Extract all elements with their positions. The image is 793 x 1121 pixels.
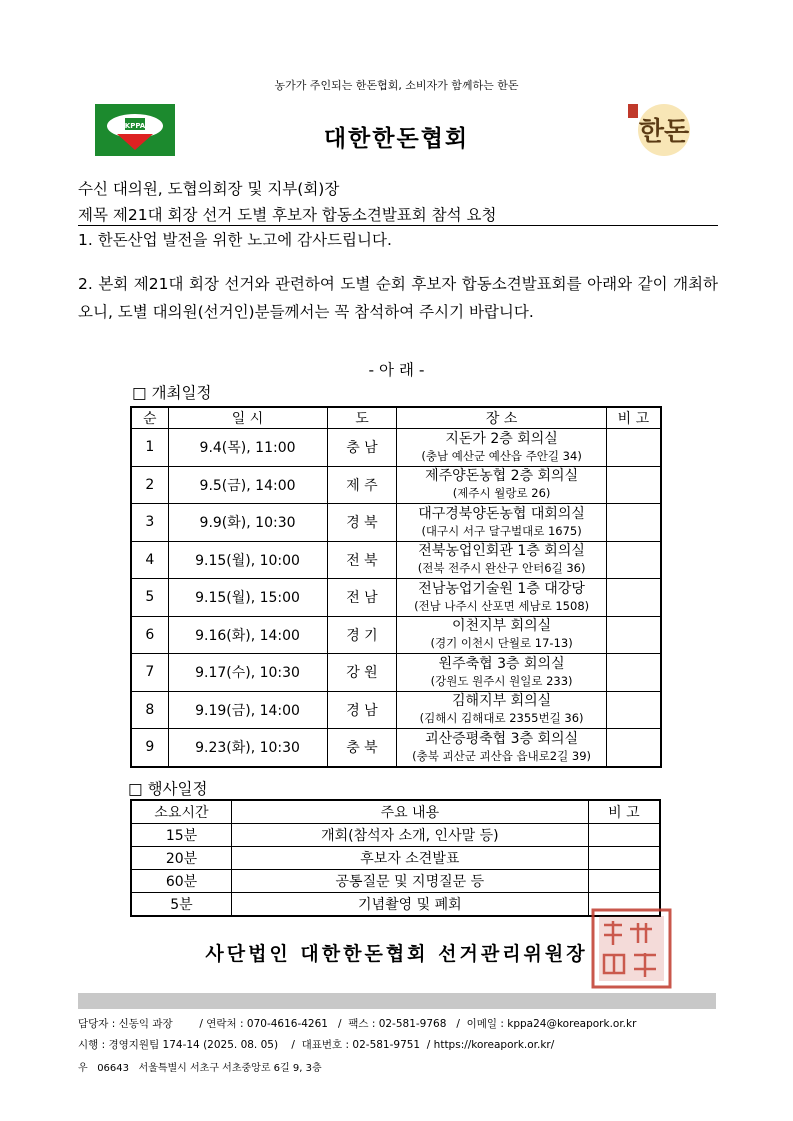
footer-contact: 담당자 : 신동익 과장 / 연락처 : 070-4616-4261 / 팩스 : 02-581-9768 / 이메일 : kppa24@koreapork.or.kr [78,1018,637,1030]
row-province: 제 주 [327,466,397,504]
row-address: (강원도 원주시 원일로 233) [430,673,573,688]
row-duration: 5분 [131,893,231,917]
row-venue-cell [397,579,606,617]
program-row [131,824,660,847]
row-venue-cell [397,691,606,729]
row-address: (김해시 김해대로 2355번길 36) [419,711,584,726]
footer-bar [78,993,716,1009]
row-datetime: 9.5(금), 14:00 [168,466,327,504]
schedule-row [131,466,661,504]
row-province: 경 북 [327,504,397,542]
row-datetime: 9.15(월), 10:00 [168,541,327,579]
col-header-duration: 소요시간 [131,800,231,824]
kppa-logo-text: KPPA [124,122,146,130]
row-province: 충 북 [327,729,397,767]
row-venue: 전남농업기술원 1층 대강당 [418,580,585,597]
row-venue-cell [397,729,606,767]
row-program-note [588,824,660,847]
row-note [606,579,661,617]
row-province: 경 기 [327,616,397,654]
row-duration: 20분 [131,847,231,870]
program-row [131,870,660,893]
col-header-datetime: 일 시 [168,407,327,429]
paragraph-1: 1. 한돈산업 발전을 위한 노고에 감사드립니다. [78,231,392,249]
row-program-note [588,870,660,893]
row-no: 6 [131,616,168,654]
schedule-row [131,504,661,542]
row-venue-cell [397,654,606,692]
row-note [606,541,661,579]
row-no: 8 [131,691,168,729]
row-note [606,691,661,729]
row-content: 개회(참석자 소개, 인사말 등) [231,824,588,847]
org-title: 대한한돈협회 [323,126,470,152]
col-header-province: 도 [327,407,397,429]
row-no: 4 [131,541,168,579]
schedule-row [131,691,661,729]
handon-logo [626,100,696,160]
row-duration: 15분 [131,824,231,847]
below-marker: - 아 래 - [368,361,425,379]
col-header-note: 비 고 [606,407,661,429]
row-content: 공통질문 및 지명질문 등 [231,870,588,893]
row-datetime: 9.9(화), 10:30 [168,504,327,542]
row-province: 전 북 [327,541,397,579]
schedule-section-title: □ 개최일정 [132,384,212,402]
row-duration: 60분 [131,870,231,893]
signature: 사단법인 대한한돈협회 선거관리위원장 [205,943,588,965]
footer-address: 우 06643 서울특별시 서초구 서초중앙로 6길 9, 3층 [78,1063,322,1074]
row-datetime: 9.19(금), 14:00 [168,691,327,729]
row-province: 충 남 [327,429,397,467]
schedule-row [131,654,661,692]
row-note [606,504,661,542]
program-table [130,799,661,917]
row-address: (충남 예산군 예산읍 주안길 34) [421,448,582,463]
row-venue: 제주양돈농협 2층 회의실 [425,468,579,485]
row-note [606,616,661,654]
row-program-note [588,847,660,870]
row-note [606,729,661,767]
row-content: 후보자 소견발표 [231,847,588,870]
row-venue-cell [397,466,606,504]
row-venue: 괴산증평축협 3층 회의실 [425,730,579,747]
program-row [131,893,660,917]
paragraph-2: 2. 본회 제21대 회장 선거와 관련하여 도별 순회 후보자 합동소견발표회를 아래와 같이 개최하오니, 도별 대의원(선거인)분들께서는 꼭 참석하여 주시기 바랍니다. [78,275,718,321]
row-note [606,466,661,504]
row-venue: 전북농업인회관 1층 회의실 [418,543,585,560]
row-address: (경기 이천시 단월로 17-13) [430,636,573,651]
row-venue: 이천지부 회의실 [452,618,552,635]
subject-line: 제목 제21대 회장 선거 도별 후보자 합동소견발표회 참석 요청 [78,206,497,224]
row-address: (제주시 월랑로 26) [452,486,551,501]
schedule-row [131,579,661,617]
schedule-row [131,429,661,467]
row-no: 3 [131,504,168,542]
schedule-row [131,729,661,767]
footer-issue-info: 시행 : 경영지원팀 174-14 (2025. 08. 05) / 대표번호 : 02-581-9751 / https://koreapork.or.kr/ [78,1039,555,1051]
row-venue-cell [397,541,606,579]
row-venue: 대구경북양돈농협 대회의실 [418,505,585,522]
row-province: 전 남 [327,579,397,617]
col-header-content: 주요 내용 [231,800,588,824]
row-venue: 원주축협 3층 회의실 [438,655,565,672]
row-venue: 지돈가 2층 회의실 [445,430,558,447]
row-no: 2 [131,466,168,504]
row-venue-cell [397,429,606,467]
subject-divider [78,225,718,226]
row-no: 7 [131,654,168,692]
row-venue-cell [397,616,606,654]
row-note [606,654,661,692]
col-header-program-note: 비 고 [588,800,660,824]
row-note [606,429,661,467]
row-address: (전북 전주시 완산구 안터6길 36) [417,561,586,576]
row-datetime: 9.23(화), 10:30 [168,729,327,767]
row-datetime: 9.17(수), 10:30 [168,654,327,692]
row-datetime: 9.16(화), 14:00 [168,616,327,654]
program-row [131,847,660,870]
row-datetime: 9.15(월), 15:00 [168,579,327,617]
col-header-venue: 장 소 [397,407,606,429]
row-no: 5 [131,579,168,617]
row-address: (대구시 서구 달구벌대로 1675) [421,523,582,538]
row-province: 강 원 [327,654,397,692]
row-no: 9 [131,729,168,767]
row-province: 경 남 [327,691,397,729]
recipient-line: 수신 대의원, 도협의회장 및 지부(회)장 [78,180,340,198]
schedule-table [130,406,662,768]
row-datetime: 9.4(목), 11:00 [168,429,327,467]
official-seal [590,907,673,990]
schedule-row [131,616,661,654]
slogan: 농가가 주인되는 한돈협회, 소비자가 함께하는 한돈 [274,79,519,92]
schedule-row [131,541,661,579]
row-no: 1 [131,429,168,467]
row-address: (충북 괴산군 괴산읍 읍내로2길 39) [412,748,592,763]
program-section-title: □ 행사일정 [128,780,208,798]
row-address: (전남 나주시 산포면 세남로 1508) [414,598,590,613]
col-header-no: 순 [131,407,168,429]
row-content: 기념촬영 및 폐회 [231,893,588,917]
row-venue: 김해지부 회의실 [452,693,552,710]
handon-logo-text: 한돈 [638,117,690,147]
row-venue-cell [397,504,606,542]
